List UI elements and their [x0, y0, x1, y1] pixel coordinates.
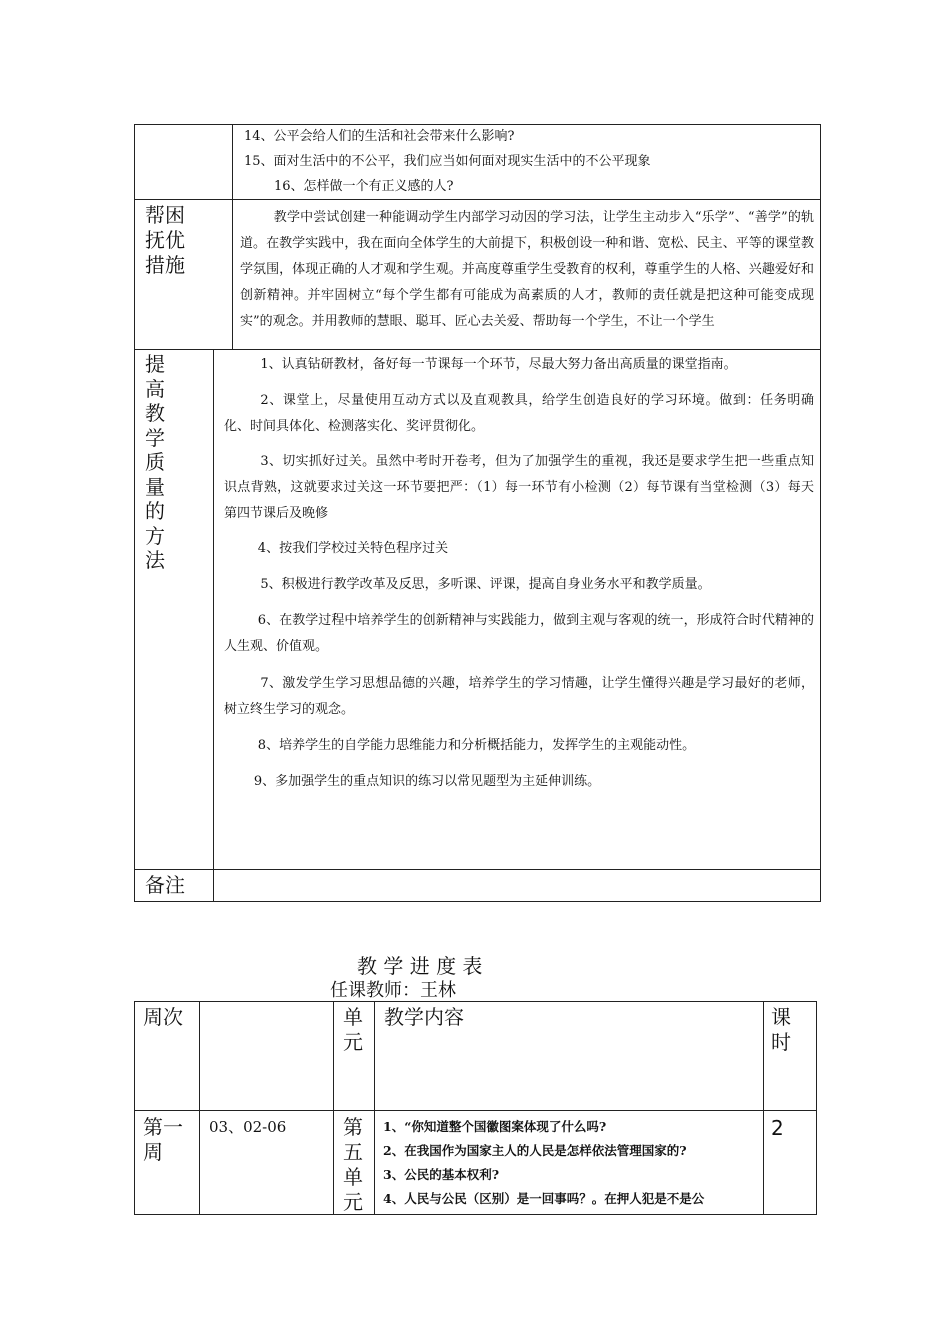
- method-item-6: 6、在教学过程中培养学生的创新精神与实践能力，做到主观与客观的统一，形成符合时代精神的人生观、价值观。: [224, 613, 814, 654]
- header-week: 周次: [143, 1005, 183, 1029]
- method-item-1: 1、认真钻研教材，备好每一节课每一个环节，尽最大努力备出高质量的课堂指南。: [260, 357, 737, 372]
- week-1-line-1: 第一: [143, 1115, 183, 1139]
- unit-line-4: 元: [343, 1190, 363, 1214]
- schedule-title: 教 学 进 度 表: [357, 954, 483, 978]
- remark-label: 备注: [145, 873, 185, 897]
- unit-line-1: 第: [343, 1115, 363, 1139]
- help-label-line-2: 抚优: [145, 228, 185, 252]
- method-item-7: 7、激发学生学习思想品德的兴趣，培养学生的学习情趣，让学生懂得兴趣是学习最好的老师，树立终生学习的观念。: [224, 676, 814, 717]
- method-item-9: 9、多加强学生的重点知识的练习以常见题型为主延伸训练。: [253, 774, 601, 789]
- method-item-5: 5、积极进行教学改革及反思，多听课、评课，提高自身业务水平和教学质量。: [260, 577, 711, 592]
- content-item-3: 3、公民的基本权利?: [383, 1167, 500, 1182]
- method-item-8: 8、培养学生的自学能力思维能力和分析概括能力，发挥学生的主观能动性。: [257, 738, 696, 753]
- header-hours-2: 时: [771, 1030, 791, 1054]
- unit-line-3: 单: [343, 1165, 363, 1189]
- method-item-3: 3、切实抓好过关。虽然中考时开卷考，但为了加强学生的重视，我还是要求学生把一些重点知识点背熟，这就要求过关这一环节要把严：（1）每一环节有小检测（2）每节课有当堂检测（3）每天第四节课后及晚修: [224, 454, 814, 521]
- content-item-1: 1、“你知道整个国徽图案体现了什么吗?: [383, 1119, 607, 1134]
- header-content: 教学内容: [384, 1005, 464, 1029]
- method-label: 提高教学质量的方法: [145, 352, 165, 572]
- question-15: 15、面对生活中的不公平，我们应当如何面对现实生活中的不公平现象: [244, 154, 651, 169]
- header-unit-1: 单: [343, 1005, 363, 1029]
- method-item-2: 2、课堂上，尽量使用互动方式以及直观教具，给学生创造良好的学习环境。做到：任务明确化、时间具体化、检测落实化、奖评贯彻化。: [224, 393, 814, 434]
- unit-line-2: 五: [343, 1140, 363, 1164]
- content-item-2: 2、在我国作为国家主人的人民是怎样依法管理国家的?: [383, 1143, 687, 1158]
- help-label-line-3: 措施: [145, 253, 185, 277]
- help-measures-text: 教学中尝试创建一种能调动学生内部学习动因的学习法，让学生主动步入“乐学”、“善学”的轨道。在教学实践中，我在面向全体学生的大前提下，积极创设一种和谐、宽松、民主、平等的课堂教学氛围，体现正确的人才观和学生观。并高度尊重学生受教育的权利，尊重学生的人格、兴趣爱好和创新精神。并牢固树立“每个学生都有可能成为高素质的人才，教师的责任就是把这种可能变成现实”的观念。并用教师的慧眼、聪耳、匠心去关爱、帮助每一个学生，不让一个学生: [240, 210, 814, 329]
- method-item-4: 4、按我们学校过关特色程序过关: [257, 541, 449, 556]
- question-14: 14、公平会给人们的生活和社会带来什么影响?: [244, 129, 515, 144]
- header-unit-2: 元: [343, 1030, 363, 1054]
- help-label-line-1: 帮困: [145, 203, 185, 227]
- question-16: 16、怎样做一个有正义感的人?: [274, 179, 454, 194]
- week-1-date: 03、02-06: [209, 1118, 287, 1136]
- content-item-4: 4、人民与公民（区别）是一回事吗？。在押人犯是不是公: [383, 1191, 705, 1206]
- week-1-line-2: 周: [143, 1140, 163, 1164]
- teacher-name: 任课教师：王林: [330, 980, 456, 1001]
- hours-value: 2: [771, 1116, 784, 1140]
- header-hours-1: 课: [771, 1005, 791, 1029]
